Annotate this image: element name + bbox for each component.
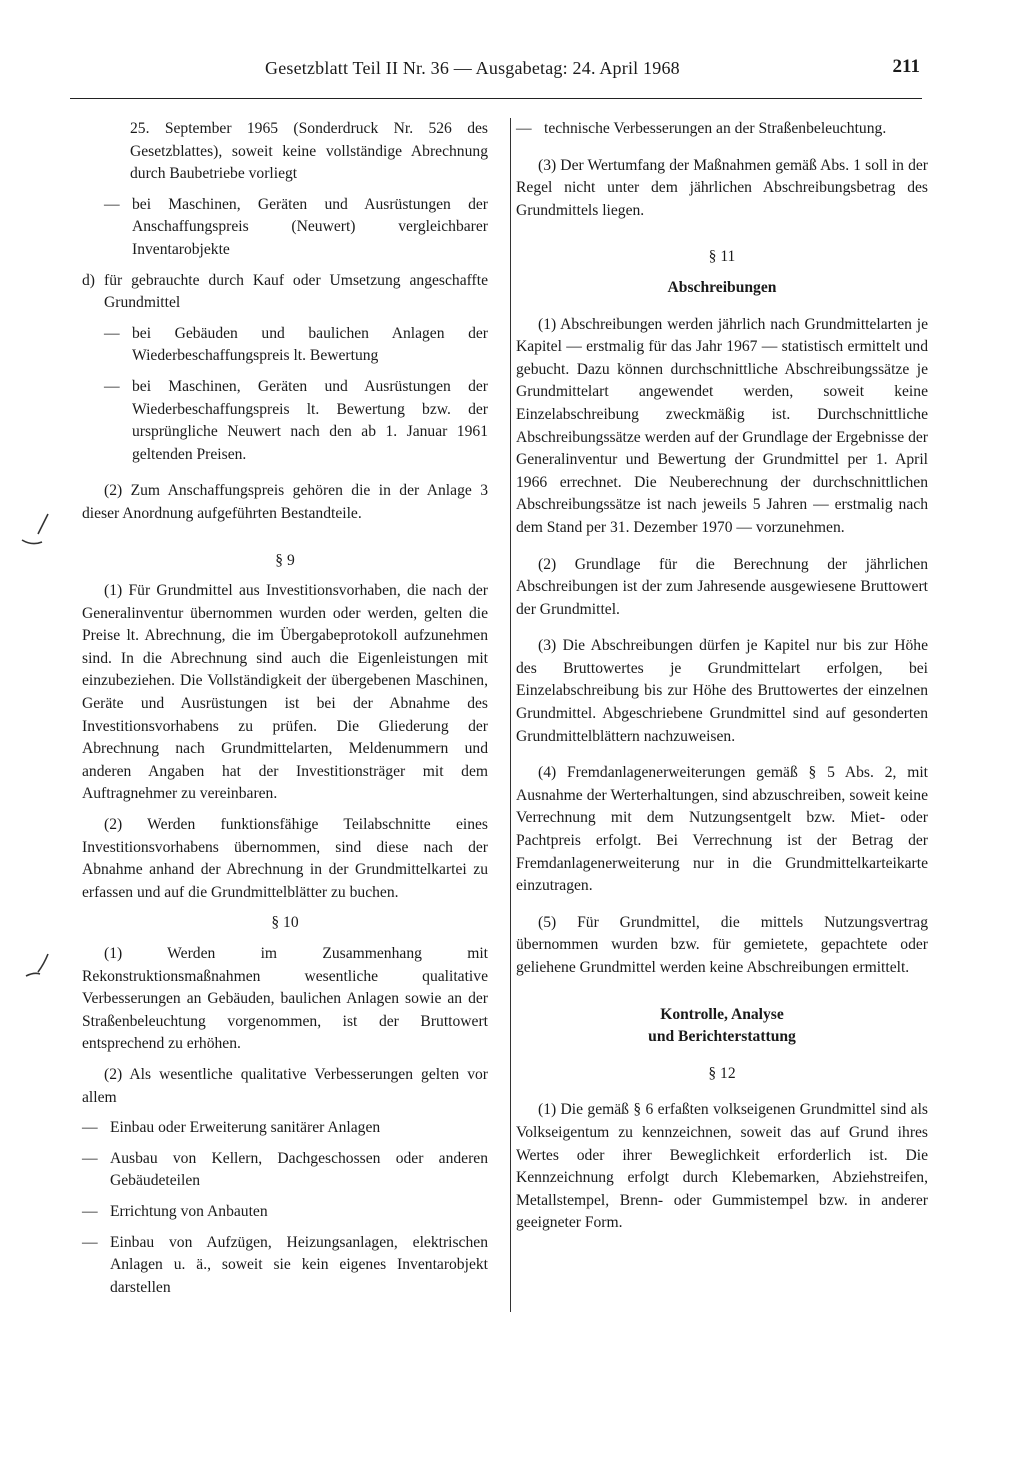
- list-item: — Errichtung von Anbauten: [82, 1201, 488, 1224]
- paragraph: (2) Grundlage für die Berechnung der jährlichen Abschreibungen ist der zum Jahresende ausgewiesene Bruttowert der Grundmittel.: [516, 555, 928, 618]
- list-item: — Einbau oder Erweiterung sanitärer Anlagen: [82, 1117, 488, 1140]
- right-column: [516, 118, 928, 1235]
- paragraph: (3) Die Abschreibungen dürfen je Kapitel nur bis zur Höhe des Bruttowertes je Grundmittelart erfolgen, bei Einzelabschreibung bis zur Höhe des Bruttowertes der einzelnen Grundmittel. Abgeschriebene Grundmittel sind auf gesonderten Grundmittelblättern nachzuweisen.: [516, 637, 928, 745]
- continued-paragraph: 25. September 1965 (Sonderdruck Nr. 526 des Gesetzblattes), soweit keine vollständige Abrechnung durch Baubetriebe vorliegt: [130, 120, 488, 183]
- dash-marker: —: [104, 377, 120, 395]
- paragraph: (4) Fremdanlagenerweiterungen gemäß § 5 Abs. 2, mit Ausnahme der Werterhaltungen, sind abzuschreiben, soweit keine Verrechnung mit dem Nutzungsentgelt bzw. Miet- oder Pachtpreis erfolgt. Bei Verrechnung ist der Betrag der Fremdanlagenerweiterung nur in die Grundmittelkarteikarte einzutragen.: [516, 764, 928, 895]
- dash-marker: —: [82, 1233, 98, 1251]
- list-item: — bei Gebäuden und baulichen Anlagen der Wiederbeschaffungspreis lt. Bewertung: [82, 323, 488, 368]
- left-column: [82, 118, 488, 1299]
- section-title: Abschreibungen: [667, 278, 777, 296]
- list-item: — technische Verbesserungen an der Straßenbeleuchtung.: [516, 118, 928, 141]
- paragraph: (5) Für Grundmittel, die mittels Nutzungsvertrag übernommen wurden bzw. für gemietete, gepachtete oder geliehene Grundmittel werden keine Abschreibungen ermittelt.: [516, 913, 928, 976]
- list-item: — bei Maschinen, Geräten und Ausrüstungen der Anschaffungspreis (Neuwert) vergleichbarer Inventarobjekte: [82, 194, 488, 262]
- column-divider: [510, 118, 511, 1312]
- paragraph: (1) Für Grundmittel aus Investitionsvorhaben, die nach der Generalinventur übernommen wurden oder werden, gelten die Preise lt. Abrechnung, die im Übergabeprotokoll aufzunehmen sind. In die Abrechnung sind auch die Eigenleistungen mit einzubeziehen. Die Vollständigkeit der übergebenen Maschinen, Geräte und Ausrüstungen ist bei der Abnahme des Investitionsvorhabens zu prüfen. Die Gliederung der Abrechnung nach Grundmittelarten, Meldenummern und anderen Angaben hat der Investitionsträger mit dem Auftragnehmer zu vereinbaren.: [82, 582, 488, 803]
- list-item: — Einbau von Aufzügen, Heizungsanlagen, elektrischen Anlagen u. ä., soweit sie kein eigenes Inventarobjekt darstellen: [82, 1232, 488, 1300]
- list-item: — bei Maschinen, Geräten und Ausrüstungen der Wiederbeschaffungspreis lt. Bewertung bzw. der ursprüngliche Neuwert nach den ab 1. Januar 1961 geltenden Preisen.: [82, 376, 488, 466]
- list-item: — Ausbau von Kellern, Dachgeschossen oder anderen Gebäudeteilen: [82, 1148, 488, 1193]
- section-number: § 12: [708, 1064, 736, 1082]
- header-rule: [70, 98, 922, 99]
- item-label: d): [82, 271, 95, 289]
- section-number: § 11: [708, 248, 736, 266]
- page-number: 211: [892, 56, 920, 77]
- dash-marker: —: [82, 1119, 98, 1137]
- paragraph: (3) Der Wertumfang der Maßnahmen gemäß Abs. 1 soll in der Regel nicht unter dem jährlichen Abschreibungsbetrag des Grundmittels liegen.: [516, 156, 928, 219]
- section-number: § 9: [275, 551, 295, 569]
- header-title: Gesetzblatt Teil II Nr. 36 — Ausgabetag: 24. April 1968: [265, 58, 680, 78]
- section-number: § 10: [271, 914, 299, 932]
- dash-marker: —: [104, 195, 120, 213]
- page-header: [70, 58, 920, 86]
- paragraph: (1) Die gemäß § 6 erfaßten volkseigenen Grundmittel sind als Volkseigentum zu kennzeichnen, soweit das auf Grund ihres Wertes oder ihrer Beweglichkeit erforderlich ist. Die Kennzeichnung erfolgt durch Klebemarken, Abziehstreifen, Metallstempel, Brenn- oder Gummistempel bzw. in anderer geeigneter Form.: [516, 1101, 928, 1232]
- paragraph: (2) Als wesentliche qualitative Verbesserungen gelten vor allem: [82, 1065, 488, 1106]
- paragraph: (1) Abschreibungen werden jährlich nach Grundmittelarten je Kapitel — erstmalig für das Jahr 1967 — statistisch ermittelt und gebucht. Dazu können durchschnittliche Abschreibungssätze je Grundmittelart angewendet werden, soweit keine Einzelabschreibung zweckmäßig ist. Durchschnittliche Abschreibungssätze werden auf der Grundlage der Ergebnisse der Generalinventur und Bewertung der Grundmittel per 1. April 1966 errechnet. Die Neuberechnung der durchschnittlichen Abschreibungssätze ist nach jeweils 5 Jahren — erstmalig nach dem Stand per 31. Dezember 1970 — vorzunehmen.: [516, 315, 928, 536]
- margin-pencil-mark: [18, 510, 54, 546]
- dash-marker: —: [104, 324, 120, 342]
- section-heading: Kontrolle, Analyse: [660, 1005, 784, 1023]
- list-item: d) für gebrauchte durch Kauf oder Umsetzung angeschaffte Grundmittel: [82, 270, 488, 315]
- paragraph: (2) Werden funktionsfähige Teilabschnitte eines Investitionsvorhabens übernommen, sind diese nach der Abnahme anhand der Abrechnung in der Grundmittelkartei zu erfassen und auf die Grundmittelblätter zu buchen.: [82, 816, 488, 901]
- paragraph: (1) Werden im Zusammenhang mit Rekonstruktionsmaßnahmen wesentliche qualitative Verbesserungen an Gebäuden, baulichen Anlagen sowie an der Straßenbeleuchtung vorgenommen, ist der Bruttowert entsprechend zu erhöhen.: [82, 945, 488, 1053]
- section-heading: und Berichterstattung: [648, 1028, 796, 1046]
- margin-pencil-mark: [22, 950, 58, 986]
- dash-marker: —: [82, 1202, 98, 1220]
- dash-marker: —: [82, 1149, 98, 1167]
- dash-marker: —: [516, 120, 532, 137]
- paragraph: (2) Zum Anschaffungspreis gehören die in der Anlage 3 dieser Anordnung aufgeführten Bestandteile.: [82, 482, 488, 522]
